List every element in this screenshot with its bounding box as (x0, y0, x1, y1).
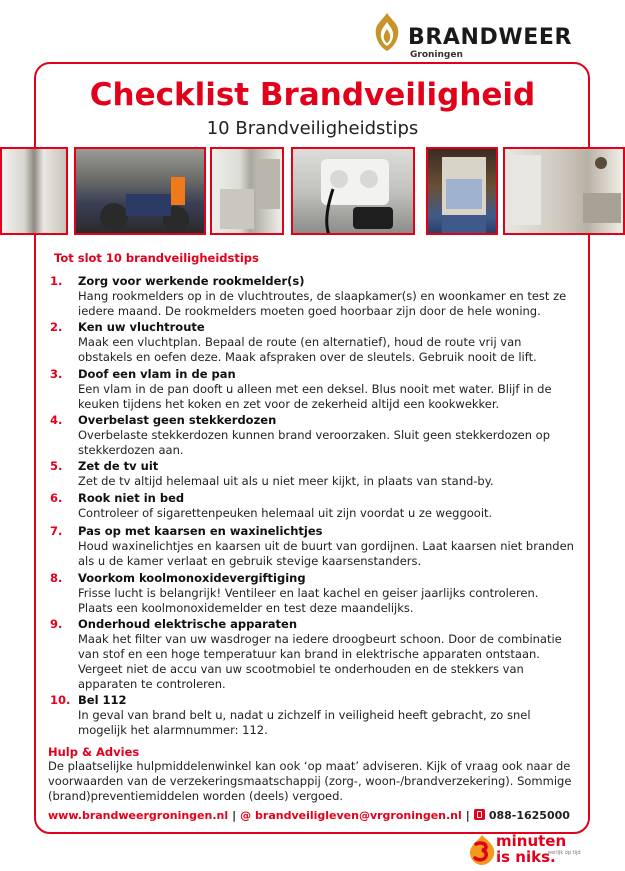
tip-heading: Bel 112 (78, 693, 127, 707)
tip-body: Houd waxinelichtjes en kaarsen uit de buurt van gordijnen. Laat kaarsen niet branden als u de kamer verlaat en gebruik stevige kaarsenstanders. (78, 539, 574, 568)
tip-number: 2. (50, 320, 63, 334)
help-body: De plaatselijke hulpmiddelenwinkel kan ook ‘op maat’ adviseren. Kijk of vraag ook naar de voorwaarden van de verzekeringsmaatschappij (zorg-, woon-/brandverzekering). Sommige (brand)preventiemiddelen worden (deels) vergoed. (48, 759, 572, 803)
tip-body: In geval van brand belt u, nadat u zichzelf in veiligheid heeft gebracht, zo snel mogelijk het alarmnummer: 112. (78, 708, 531, 737)
tip-heading: Doof een vlam in de pan (78, 367, 236, 381)
tip-heading: Pas op met kaarsen en waxinelichtjes (78, 524, 323, 538)
tip-body: Maak een vluchtplan. Bepaal de route (en alternatief), houd de route vrij van obstakels en oefen deze. Maak afspraken over de sleutels. Gebruik nooit de lift. (78, 335, 537, 364)
at-icon: @ (240, 809, 252, 822)
brandweer-logo (368, 12, 588, 58)
page-subtitle: 10 Brandveiligheidstips (206, 118, 419, 139)
tip-heading: Voorkom koolmonoxidevergiftiging (78, 571, 306, 585)
tip-heading: Overbelast geen stekkerdozen (78, 413, 277, 427)
tip-heading: Zorg voor werkende rookmelder(s) (78, 274, 305, 288)
footer-separator: | (465, 809, 470, 822)
website-link[interactable]: www.brandweergroningen.nl (48, 809, 229, 822)
email-link[interactable]: brandveiligleven@vrgroningen.nl (255, 809, 462, 822)
campaign-logo (466, 832, 618, 868)
intro-heading: Tot slot 10 brandveiligheidstips (54, 251, 259, 265)
tip-number: 1. (50, 274, 63, 288)
tip-number: 8. (50, 571, 63, 585)
help-heading: Hulp & Advies (48, 745, 140, 759)
brand-name: BRANDWEER (408, 25, 573, 50)
campaign-line-1: minuten (496, 832, 567, 850)
tip-body: Hang rookmelders op in de vluchtroutes, de slaapkamer(s) en woonkamer en test ze iedere maand. De rookmelders moeten goed hoorbaar zijn door de hele woning. (78, 289, 567, 318)
power-strip-photo (291, 147, 415, 235)
page-title: Checklist Brandveiligheid (89, 77, 536, 113)
tip-body: Een vlam in de pan dooft u alleen met een deksel. Blus nooit met water. Blijf in de keuken tijdens het koken en zet voor de zekerheid altijd een kookwekker. (78, 382, 552, 411)
footer-separator: | (232, 809, 237, 822)
brand-subtitle: Groningen (410, 50, 463, 60)
tip-number: 10. (50, 693, 71, 707)
tip-number: 4. (50, 413, 63, 427)
scootmobile-photo (74, 147, 206, 235)
tip-number: 7. (50, 524, 63, 538)
tip-body: Maak het filter van uw wasdroger na iedere droogbeurt schoon. Door de combinatie van stof en een hoge temperatuur kan brand in elektrische apparaten ontstaan. Vergeet niet de accu van uw scootmobiel te onderhouden en de stekkers van apparaten te controleren. (78, 632, 562, 691)
tip-heading: Ken uw vluchtroute (78, 320, 205, 334)
tip-body: Controleer of sigarettenpeuken helemaal uit zijn voordat u ze weggooit. (78, 506, 493, 520)
tip-number: 6. (50, 491, 63, 505)
tip-number: 3. (50, 367, 63, 381)
tip-number: 9. (50, 617, 63, 631)
kitchen-photo (210, 147, 284, 235)
phone-number[interactable]: 088-1625000 (488, 809, 570, 822)
tip-body: Frisse lucht is belangrijk! Ventileer en laat kachel en geiser jaarlijks controleren. Plaats een koolmonoxidemelder en test deze maandelijks. (78, 586, 539, 615)
flame-3-icon (466, 834, 498, 866)
living-room-photo (503, 147, 625, 235)
tip-body: Overbelaste stekkerdozen kunnen brand veroorzaken. Sluit geen stekkerdozen op stekkerdozen aan. (78, 428, 551, 457)
tip-body: Zet de tv altijd helemaal uit als u niet meer kijkt, in plaats van stand-by. (78, 474, 494, 488)
footer-contact (48, 809, 570, 822)
campaign-line-2: is niks. (496, 848, 556, 866)
campaign-tagline: eerlijk op tijd (548, 850, 581, 856)
hallway-photo (0, 147, 68, 235)
doorway-photo (426, 147, 498, 235)
tip-number: 5. (50, 459, 63, 473)
tip-heading: Rook niet in bed (78, 491, 185, 505)
tip-heading: Onderhoud elektrische apparaten (78, 617, 298, 631)
tip-heading: Zet de tv uit (78, 459, 159, 473)
flame-logo-icon (370, 12, 404, 52)
phone-icon (474, 809, 485, 820)
